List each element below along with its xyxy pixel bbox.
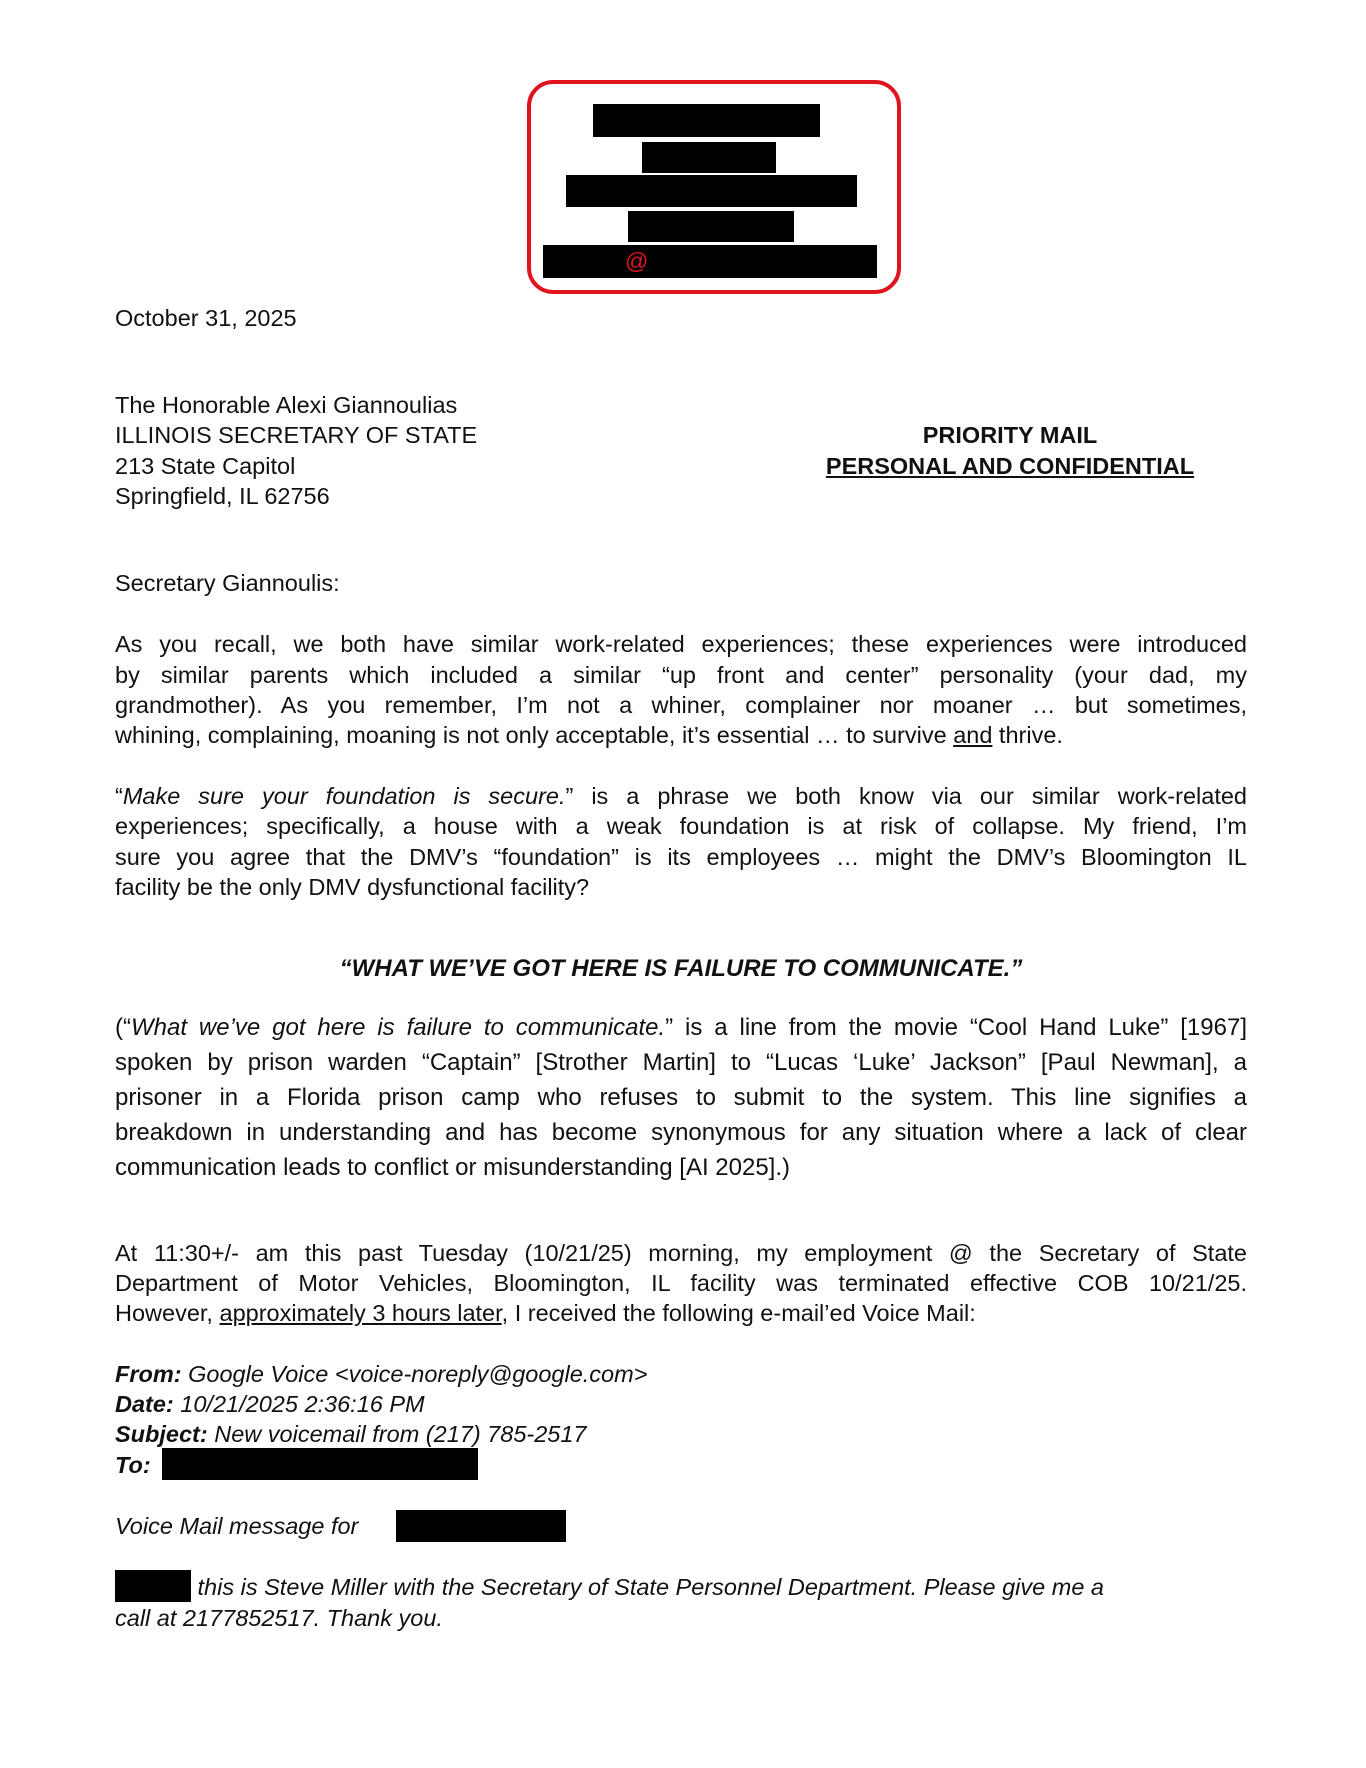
redacted-email-recipient	[162, 1448, 478, 1480]
para4-line3-end: , I received the following e-mail’ed Voice Mail:	[501, 1300, 976, 1326]
voicemail-for-label: Voice Mail message for	[115, 1513, 359, 1539]
para4-line1: At 11:30+/- am this past Tuesday (10/21/25) morning, my employment @ the Secretary of State	[115, 1240, 1247, 1266]
para3-line2: spoken by prison warden “Captain” [Strother Martin] to “Lucas ‘Luke’ Jackson” [Paul Newman], a	[115, 1049, 1247, 1076]
email-subject-value: New voicemail from (217) 785-2517	[207, 1421, 587, 1447]
redacted-letterhead-name	[593, 104, 820, 137]
quote-heading: “WHAT WE’VE GOT HERE IS FAILURE TO COMMUNICATE.”	[339, 955, 1023, 982]
para4-underlined-time: approximately 3 hours later	[219, 1300, 502, 1326]
email-to-label: To:	[115, 1452, 151, 1478]
para4-line2: Department of Motor Vehicles, Bloomington, IL facility was terminated effective COB 10/21/25.	[115, 1270, 1247, 1296]
para2-open-quote: “	[115, 783, 123, 809]
para2-quote-phrase: Make sure your foundation is secure.	[122, 783, 566, 809]
email-date-label: Date:	[115, 1391, 174, 1417]
salutation: Secretary Giannoulis:	[115, 570, 340, 596]
redacted-voicemail-greeting	[115, 1570, 191, 1602]
email-date-value: 10/21/2025 2:36:16 PM	[173, 1391, 425, 1417]
email-at-symbol: @	[625, 248, 649, 274]
priority-mail-label: PRIORITY MAIL	[922, 422, 1098, 448]
voicemail-message-line2: call at 2177852517. Thank you.	[115, 1605, 443, 1631]
para1-line4	[115, 720, 1247, 750]
para2-line2: experiences; specifically, a house with a weak foundation is at risk of collapse. My friend, I’m	[115, 813, 1247, 839]
para2-line1-rest: ” is a phrase we both know via our similar work-related	[565, 783, 1247, 809]
recipient-name: The Honorable Alexi Giannoulias	[115, 392, 458, 418]
email-from-label: From:	[115, 1361, 182, 1387]
recipient-title: ILLINOIS SECRETARY OF STATE	[115, 422, 478, 448]
para1-line2: by similar parents which included a similar “up front and center” personality (your dad, my	[115, 662, 1247, 688]
para3-quote-phrase: What we’ve got here is failure to communicate.	[130, 1014, 666, 1041]
email-from	[115, 1359, 1247, 1389]
para1-underlined-and: and	[953, 722, 993, 748]
email-from-value: Google Voice <voice-noreply@google.com>	[181, 1361, 648, 1387]
recipient-address-street: 213 State Capitol	[115, 453, 296, 479]
redacted-voicemail-recipient	[396, 1510, 566, 1542]
para3-line1	[115, 1013, 1247, 1043]
para2-line1	[115, 781, 1247, 811]
recipient-address-city: Springfield, IL 62756	[115, 483, 330, 509]
para2-line4: facility be the only DMV dysfunctional facility?	[115, 874, 590, 900]
para3-line5: communication leads to conflict or misunderstanding [AI 2025].)	[115, 1154, 791, 1181]
personal-confidential-label: PERSONAL AND CONFIDENTIAL	[825, 453, 1195, 479]
email-subject-label: Subject:	[115, 1421, 208, 1447]
para3-line4: breakdown in understanding and has become synonymous for any situation where a lack of clear	[115, 1119, 1247, 1146]
email-date	[115, 1389, 1247, 1419]
letter-date: October 31, 2025	[115, 305, 297, 331]
email-subject	[115, 1419, 1247, 1449]
redacted-letterhead-email	[543, 245, 877, 278]
para1-line4-end: thrive.	[992, 722, 1063, 748]
para3-open: (“	[115, 1014, 131, 1041]
redacted-letterhead-city	[628, 211, 794, 242]
redacted-letterhead-street	[566, 175, 857, 207]
voicemail-for-line	[115, 1511, 1247, 1541]
voicemail-message-line1	[115, 1572, 1247, 1602]
para2-line3: sure you agree that the DMV’s “foundation” is its employees … might the DMV’s Bloomington IL	[115, 844, 1247, 870]
para4-line3-start: However,	[115, 1300, 220, 1326]
voicemail-message-text: this is Steve Miller with the Secretary of State Personnel Department. Please give me a	[191, 1574, 1105, 1600]
redacted-letterhead-line2	[642, 142, 776, 173]
para4-line3	[115, 1298, 1247, 1328]
para1-line4-text: whining, complaining, moaning is not only acceptable, it’s essential … to survive	[115, 722, 954, 748]
para3-line3: prisoner in a Florida prison camp who refuses to submit to the system. This line signifies a	[115, 1084, 1247, 1111]
para3-line1-rest: ” is a line from the movie “Cool Hand Luke” [1967]	[665, 1014, 1247, 1041]
para1-line1: As you recall, we both have similar work-related experiences; these experiences were introduced	[115, 631, 1247, 657]
para1-line3: grandmother). As you remember, I’m not a whiner, complainer nor moaner … but sometimes,	[115, 692, 1247, 718]
